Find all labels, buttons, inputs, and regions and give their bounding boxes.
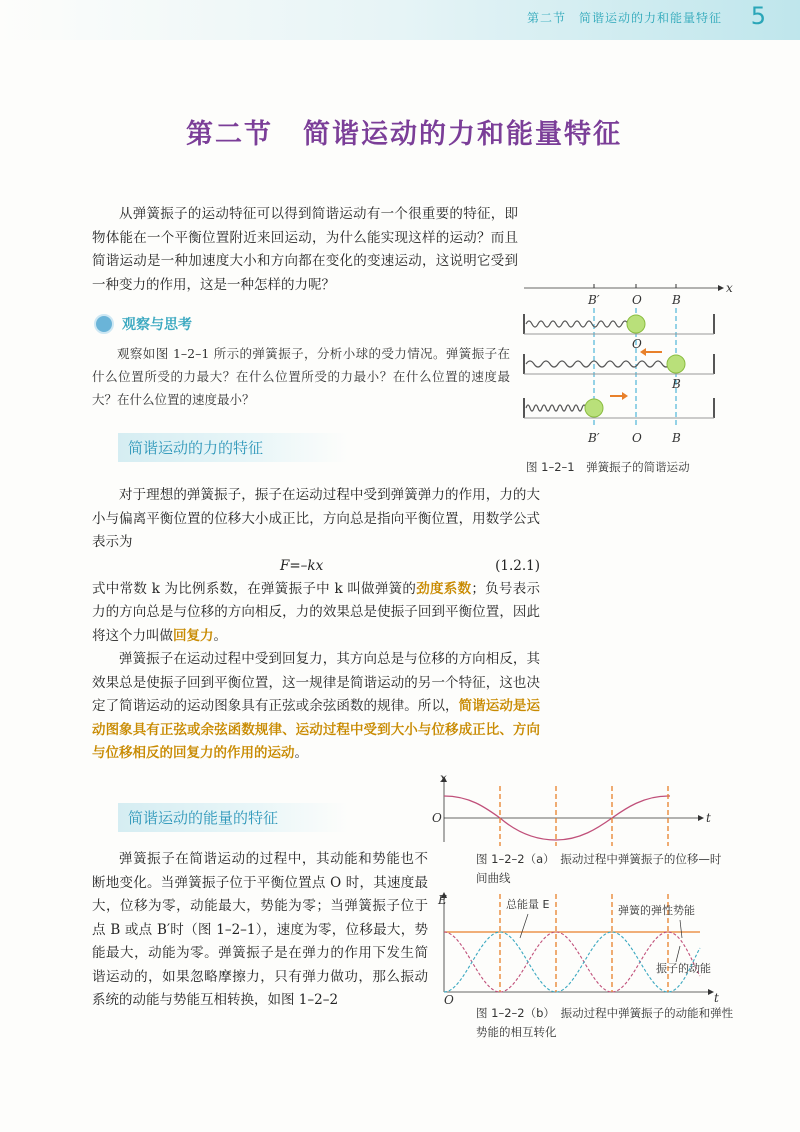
force-p3-a: 弹簧振子在运动过程中受到回复力，其方向总是与位移的方向相反，其效果总是使振子回到平衡位置，这一规律是简谐运动的另一个特征，这也决定了简谐运动的运动图象具有正弦或余弦函数的规律。所以， xyxy=(92,651,540,714)
formula-number: (1.2.1) xyxy=(495,557,540,574)
force-p2-a: 式中常数 k 为比例系数，在弹簧振子中 k 叫做弹簧的 xyxy=(92,580,417,597)
fig2a-origin: O xyxy=(432,811,442,825)
fig1-bottom-label-bprime: B′ xyxy=(588,431,600,445)
formula: F=–kx xyxy=(280,557,324,574)
observe-text: 观察如图 1–2–1 所示的弹簧振子，分析小球的受力情况。弹簧振子在什么位置所受的力最大？在什么位置所受的力最小？在什么位置的速度最大？在什么位置的速度最小？ xyxy=(92,346,510,407)
fig2b-axis-t: t xyxy=(714,991,719,1004)
running-header-title: 第二节 简谐运动的力和能量特征 xyxy=(526,11,722,25)
label-potential-energy: 弹簧的弹性势能 xyxy=(618,904,695,917)
figure-1-2-2b-caption: 图 1–2–2（b） 振动过程中弹簧振子的动能和弹性势能的相互转化 xyxy=(476,1006,734,1039)
intro-paragraph xyxy=(92,203,518,297)
fig1-top-label-o: O xyxy=(632,293,642,307)
page-number: 5 xyxy=(750,2,766,30)
fig2a-axis-x: x xyxy=(440,772,447,785)
force-p3 xyxy=(92,648,540,766)
figure-1-2-1-caption: 图 1–2–1 弹簧振子的简谐运动 xyxy=(526,460,690,474)
ball-center xyxy=(627,315,645,333)
force-p2-c: 。 xyxy=(213,627,227,644)
intro-text: 从弹簧振子的运动特征可以得到简谐运动有一个很重要的特征，即物体能在一个平衡位置附近来回运动，为什么能实现这样的运动？而且简谐运动是一种加速度大小和方向都在变化的变速运动，这说明它受到一种变力的作用，这是一种怎样的力呢？ xyxy=(92,206,518,293)
energy-section-heading: 简谐运动的能量的特征 xyxy=(118,803,348,832)
force-p2-b: ；负号表示力的方向总是与位移的方向相反，力的效果总是使振子回到平衡位置，因此将这个力叫做 xyxy=(92,580,541,644)
arrow-right-icon xyxy=(622,392,628,400)
observe-title: 观察与思考 xyxy=(122,317,192,333)
force-section-heading: 简谐运动的力的特征 xyxy=(118,433,348,462)
fig1-mid-label-b: B xyxy=(672,377,681,391)
section-label: 第二节 xyxy=(186,119,273,150)
fig2a-axis-t: t xyxy=(706,811,711,825)
formula-line xyxy=(92,555,540,578)
fig1-mid-label-o: O xyxy=(632,337,642,351)
term-stiffness: 劲度系数 xyxy=(416,580,472,597)
shm-definition: 简谐运动是运动图象具有正弦或余弦函数规律、运动过程中受到大小与位移成正比、方向与位移相反的回复力的作用的运动 xyxy=(92,698,540,761)
fig1-bottom-label-o: O xyxy=(632,431,642,445)
displacement-time-graph xyxy=(430,772,720,846)
magnifier-icon xyxy=(94,314,114,334)
term-restoring-force: 回复力 xyxy=(173,627,214,644)
fig2b-origin: O xyxy=(444,993,454,1004)
force-section-body xyxy=(92,484,540,766)
spring-oscillator-figure xyxy=(518,278,740,458)
ball-right xyxy=(667,355,685,373)
energy-time-graph xyxy=(430,888,730,1004)
force-p2 xyxy=(92,578,540,649)
label-total-energy: 总能量 E xyxy=(506,898,550,911)
observe-heading xyxy=(94,314,192,334)
energy-section-body xyxy=(92,848,428,1013)
ball-left xyxy=(585,399,603,417)
force-p1: 对于理想的弹簧振子，振子在运动过程中受到弹簧弹力的作用，力的大小与偏离平衡位置的位移大小成正比，方向总是指向平衡位置，用数学公式表示为 xyxy=(92,487,540,550)
observe-paragraph xyxy=(92,342,510,411)
force-p3-c: 。 xyxy=(294,745,308,761)
fig1-top-label-b: B xyxy=(672,293,681,307)
section-name: 简谐运动的力和能量特征 xyxy=(303,119,622,150)
fig1-axis-x: x xyxy=(726,281,733,295)
label-kinetic-energy: 振子的动能 xyxy=(656,962,711,975)
fig2b-axis-e: E xyxy=(438,893,447,907)
figure-1-2-2a-caption: 图 1–2–2（a） 振动过程中弹簧振子的位移—时间曲线 xyxy=(476,852,722,885)
section-title xyxy=(186,112,622,151)
fig1-bottom-label-b: B xyxy=(672,431,681,445)
energy-paragraph: 弹簧振子在简谐运动的过程中，其动能和势能也不断地变化。当弹簧振子位于平衡位置点 O 时，其速度最大，位移为零，动能最大，势能为零；当弹簧振子位于点 B 或点 B′时（图 1–2–1），速度为零，位移最大，势能最大，动能为零。弹簧振子是在弹力的作用下发生简谐运动的，如果忽略摩擦力，只有弹力做功，那么振动系统的动能与势能互相转换，如图 1–2–2 xyxy=(92,851,428,1008)
fig1-top-label-bprime: B′ xyxy=(588,293,600,307)
